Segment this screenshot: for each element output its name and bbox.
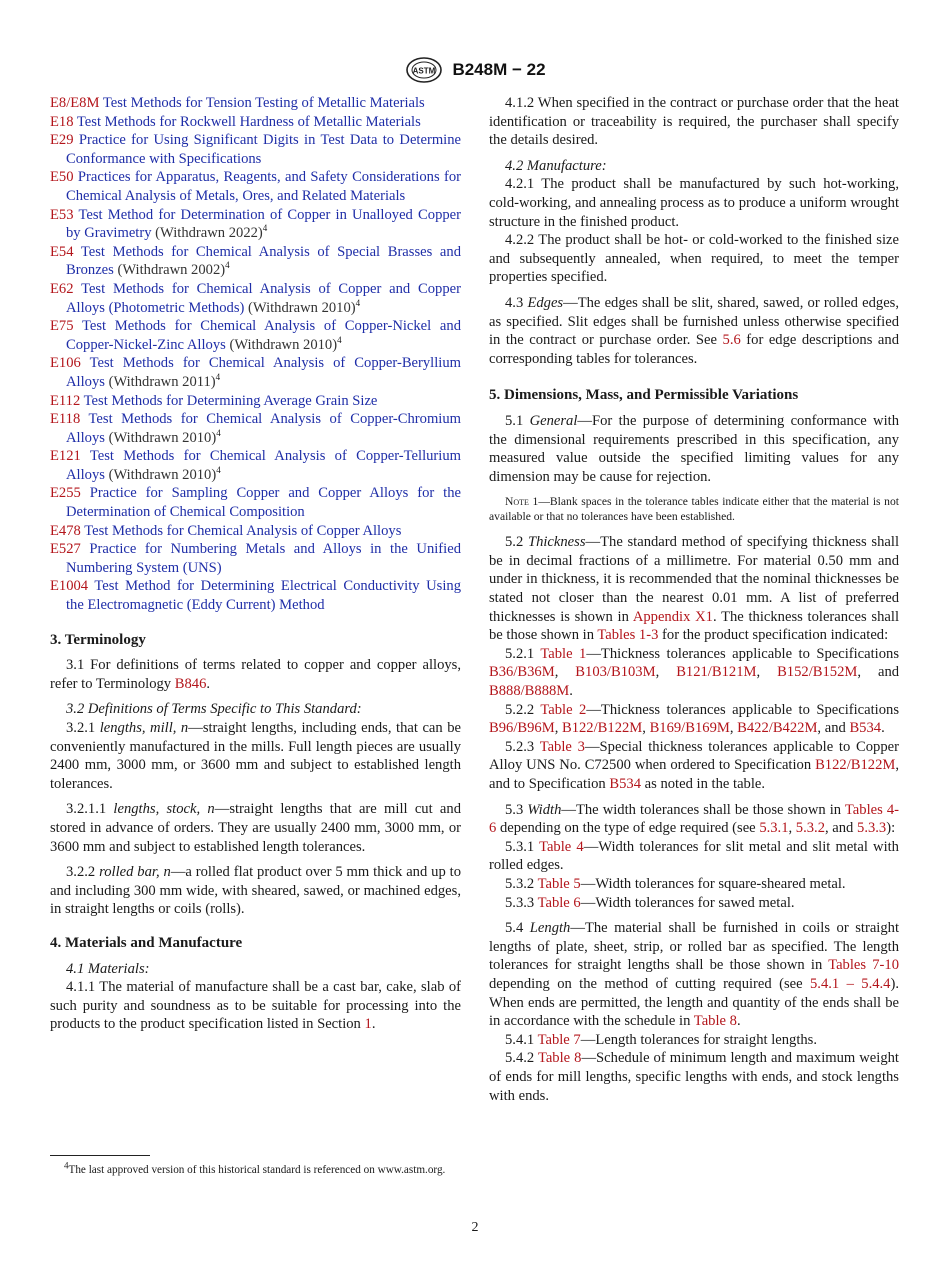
para-5-3: 5.3 Width—The width tolerances shall be those shown in Tables 4-6 depending on the type of edge required (see 5.3.1, 5.3.2, and 5.3.3):	[489, 801, 900, 837]
para-5-3-2: 5.3.2 Table 5—Width tolerances for square-sheared metal.	[505, 875, 846, 892]
para-5-3-1: 5.3.1 Table 4—Width tolerances for slit metal and slit metal with rolled edges.	[489, 838, 899, 874]
link-table-2[interactable]: Table 2	[540, 701, 587, 718]
link-5-6[interactable]: 5.6	[722, 332, 741, 349]
astm-logo-icon	[404, 56, 444, 84]
link-table-8b[interactable]: Table 8	[537, 1050, 582, 1067]
link-spec[interactable]: B888/B888M	[489, 683, 570, 700]
reference-item[interactable]: E50 Practices for Apparatus, Reagents, and Safety Considerations for Chemical Analysis of Metals, Ores, and Related Materials	[50, 169, 461, 204]
reference-item[interactable]: E53 Test Method for Determination of Copper in Unalloyed Copper by Gravimetry (Withdrawn 2022)$^4$	[50, 206, 461, 242]
para-5-2-3: 5.2.3 Table 3—Special thickness tolerances applicable to Copper Alloy UNS No. C72500 when ordered to Specification B122/B122M, and to Specification B534 as noted in the table.	[489, 738, 900, 792]
para-3-2: 3.2 Definitions of Terms Specific to This Standard:	[66, 701, 362, 718]
section-5-heading: 5. Dimensions, Mass, and Permissible Variations	[489, 387, 799, 404]
reference-item[interactable]: E112 Test Methods for Determining Average Grain Size	[50, 392, 378, 409]
link-tables-1-3[interactable]: Tables 1-3	[597, 627, 659, 644]
link-spec[interactable]: B121/B121M	[676, 664, 757, 681]
link-tables-7-10[interactable]: Tables 7-10	[828, 957, 900, 974]
reference-item[interactable]: E1004 Test Method for Determining Electrical Conductivity Using the Electromagnetic (Eddy Current) Method	[50, 578, 461, 614]
reference-item[interactable]: E527 Practice for Numbering Metals and Alloys in the Unified Numbering System (UNS)	[50, 541, 461, 576]
reference-item[interactable]: E54 Test Methods for Chemical Analysis of Special Brasses and Bronzes (Withdrawn 2002)$^4$	[50, 243, 461, 279]
para-4-2-2: 4.2.2 The product shall be hot- or cold-worked to the finished size and subsequently annealed, when required, to meet the temper properties specified.	[489, 232, 899, 286]
para-4-1: 4.1 Materials:	[66, 960, 150, 977]
link-b846[interactable]: B846	[174, 675, 207, 692]
para-5-4-1: 5.4.1 Table 7—Length tolerances for straight lengths.	[505, 1031, 818, 1048]
section-3-heading: 3. Terminology	[50, 631, 146, 648]
para-3-1: 3.1 For definitions of terms related to copper and copper alloys, refer to Terminology B846.	[50, 657, 461, 692]
page-number: 2	[471, 1220, 479, 1235]
para-3-2-2: 3.2.2 rolled bar, n—a rolled flat product over 5 mm thick and up to and including 300 mm wide, with sheared, sawed, or machined edges, in straight lengths or coils (rolls).	[50, 864, 462, 918]
reference-item[interactable]: E118 Test Methods for Chemical Analysis of Copper-Chromium Alloys (Withdrawn 2010)$^4$	[50, 411, 461, 446]
right-column	[489, 94, 899, 1105]
note-1: Note 1—Blank spaces in the tolerance tables indicate either that the material is not available or that no tolerances have been established.	[489, 495, 899, 524]
link-section-1[interactable]: 1	[364, 1016, 372, 1033]
link-table-8[interactable]: Table 8	[693, 1013, 737, 1030]
para-4-2-1: 4.2.1 The product shall be manufactured by such hot-working, cold-working, and annealing process as to produce a uniform wrought structure in the finished product.	[489, 176, 899, 230]
link-spec[interactable]: B36/B36M	[489, 664, 555, 681]
link-tables-4-6[interactable]: Tables 4-6	[489, 801, 900, 837]
link-spec[interactable]: B422/B422M	[737, 720, 818, 737]
svg-text:ASTM: ASTM	[413, 66, 436, 76]
reference-item[interactable]: E255 Practice for Sampling Copper and Copper Alloys for the Determination of Chemical Composition	[50, 485, 461, 521]
reference-item[interactable]: E18 Test Methods for Rockwell Hardness of Metallic Materials	[50, 113, 421, 130]
link-spec[interactable]: B96/B96M	[489, 720, 555, 737]
link-spec[interactable]: B122/B122M	[561, 720, 643, 737]
footnote-rule	[50, 1155, 150, 1156]
reference-item[interactable]: E29 Practice for Using Significant Digits in Test Data to Determine Conformance with Specifications	[50, 132, 461, 167]
reference-item[interactable]: E8/E8M Test Methods for Tension Testing of Metallic Materials	[50, 95, 425, 111]
page-header	[0, 56, 950, 84]
para-4-1-1: 4.1.1 The material of manufacture shall be a cast bar, cake, slab of such purity and soundness as to be suitable for processing into the products to the product specification listed in Section 1.	[50, 979, 461, 1033]
link-spec[interactable]: B103/B103M	[575, 664, 656, 681]
para-4-2: 4.2 Manufacture:	[505, 157, 607, 174]
left-column	[50, 94, 461, 1034]
link-table-1[interactable]: Table 1	[540, 645, 587, 662]
para-5-2: 5.2 Thickness—The standard method of specifying thickness shall be in decimal fractions of a millimetre. For material 0.50 mm and under in thickness, it is recommended that the nominal thicknesses be stated not closer than the nearest 0.01 mm. A list of preferred thicknesses is shown in Appendix X1. The thickness tolerances shall be those shown in Tables 1-3 for the product specification indicated:	[489, 534, 899, 644]
link-5-3-3[interactable]: 5.3.3	[857, 820, 887, 837]
link-5-4-1-5-4-4[interactable]: 5.4.1 – 5.4.4	[810, 975, 891, 992]
para-3-2-1: 3.2.1 lengths, mill, n—straight lengths, including ends, that can be conveniently manufactured in the mills. Full length pieces are usually 2400 mm, 3000 mm, or 3600 mm and subject to established length tolerances.	[50, 720, 461, 792]
reference-item[interactable]: E62 Test Methods for Chemical Analysis of Copper and Copper Alloys (Photometric Methods) (Withdrawn 2010)$^4$	[50, 280, 461, 316]
para-5-4: 5.4 Length—The material shall be furnished in coils or straight lengths of plate, sheet, strip, or rolled bar as specified. The length tolerances for straight lengths shall be those shown in Tables 7-10 depending on the method of cutting required (see 5.4.1 – 5.4.4). When ends are permitted, the length and quantity of the ends shall be in accordance with the schedule in Table 8.	[489, 920, 900, 1030]
link-5-3-2[interactable]: 5.3.2	[795, 820, 825, 837]
link-spec[interactable]: B534	[609, 776, 641, 792]
designation: B248M − 22	[452, 60, 546, 79]
para-5-2-1: 5.2.1 Table 1—Thickness tolerances applicable to Specifications B36/B36M, B103/B103M, B121/B121M, B152/B152M, and B888/B888M.	[489, 645, 900, 700]
para-3-2-1-1: 3.2.1.1 lengths, stock, n—straight lengths that are mill cut and stored in advance of orders. They are usually 2400 mm, 3000 mm, or 3600 mm and subject to established length tolerances.	[50, 801, 461, 855]
para-5-2-2: 5.2.2 Table 2—Thickness tolerances applicable to Specifications B96/B96M, B122/B122M, B169/B169M, B422/B422M, and B534.	[489, 701, 899, 737]
link-table-4[interactable]: Table 4	[539, 838, 584, 855]
link-5-3-1[interactable]: 5.3.1	[759, 820, 789, 837]
link-table-7[interactable]: Table 7	[537, 1031, 581, 1048]
para-4-3: 4.3 Edges—The edges shall be slit, shared, sawed, or rolled edges, as specified. Slit edges shall be furnished unless otherwise specified in the contract or purchase order. See 5.6 for edge descriptions and corresponding tables for tolerances.	[489, 294, 899, 367]
link-spec[interactable]: B169/B169M	[649, 720, 730, 737]
link-spec[interactable]: B534	[849, 720, 882, 737]
link-table-3[interactable]: Table 3	[539, 738, 585, 755]
reference-item[interactable]: E75 Test Methods for Chemical Analysis of Copper-Nickel and Copper-Nickel-Zinc Alloys (Withdrawn 2010)$^4$	[50, 318, 461, 353]
link-appendix-x1[interactable]: Appendix X1	[632, 608, 713, 625]
link-table-6[interactable]: Table 6	[537, 894, 581, 911]
section-4-heading: 4. Materials and Manufacture	[50, 934, 243, 951]
link-spec[interactable]: B122/B122M	[815, 757, 896, 774]
para-5-3-3: 5.3.3 Table 6—Width tolerances for sawed metal.	[505, 894, 795, 911]
reference-item[interactable]: E106 Test Methods for Chemical Analysis of Copper-Beryllium Alloys (Withdrawn 2011)$^4$	[50, 355, 461, 390]
para-5-1: 5.1 General—For the purpose of determining conformance with the dimensional requirements prescribed in this specification, any measured value outside the specified limiting values for any dimension may be cause for rejection.	[489, 412, 900, 485]
reference-list	[50, 94, 461, 615]
para-4-1-2: 4.1.2 When specified in the contract or purchase order that the heat identification or traceability is required, the purchaser shall specify the details desired.	[489, 95, 899, 149]
link-spec[interactable]: B152/B152M	[777, 664, 858, 681]
reference-item[interactable]: E478 Test Methods for Chemical Analysis of Copper Alloys	[50, 522, 402, 539]
para-5-4-2: 5.4.2 Table 8—Schedule of minimum length and maximum weight of ends for mill lengths, specific lengths with ends, and stock lengths with ends.	[489, 1050, 899, 1104]
footnote: $^4$The last approved version of this historical standard is referenced on www.astm.org.	[64, 1160, 446, 1176]
link-table-5[interactable]: Table 5	[537, 875, 581, 892]
reference-item[interactable]: E121 Test Methods for Chemical Analysis of Copper-Tellurium Alloys (Withdrawn 2010)$^4$	[50, 448, 461, 483]
